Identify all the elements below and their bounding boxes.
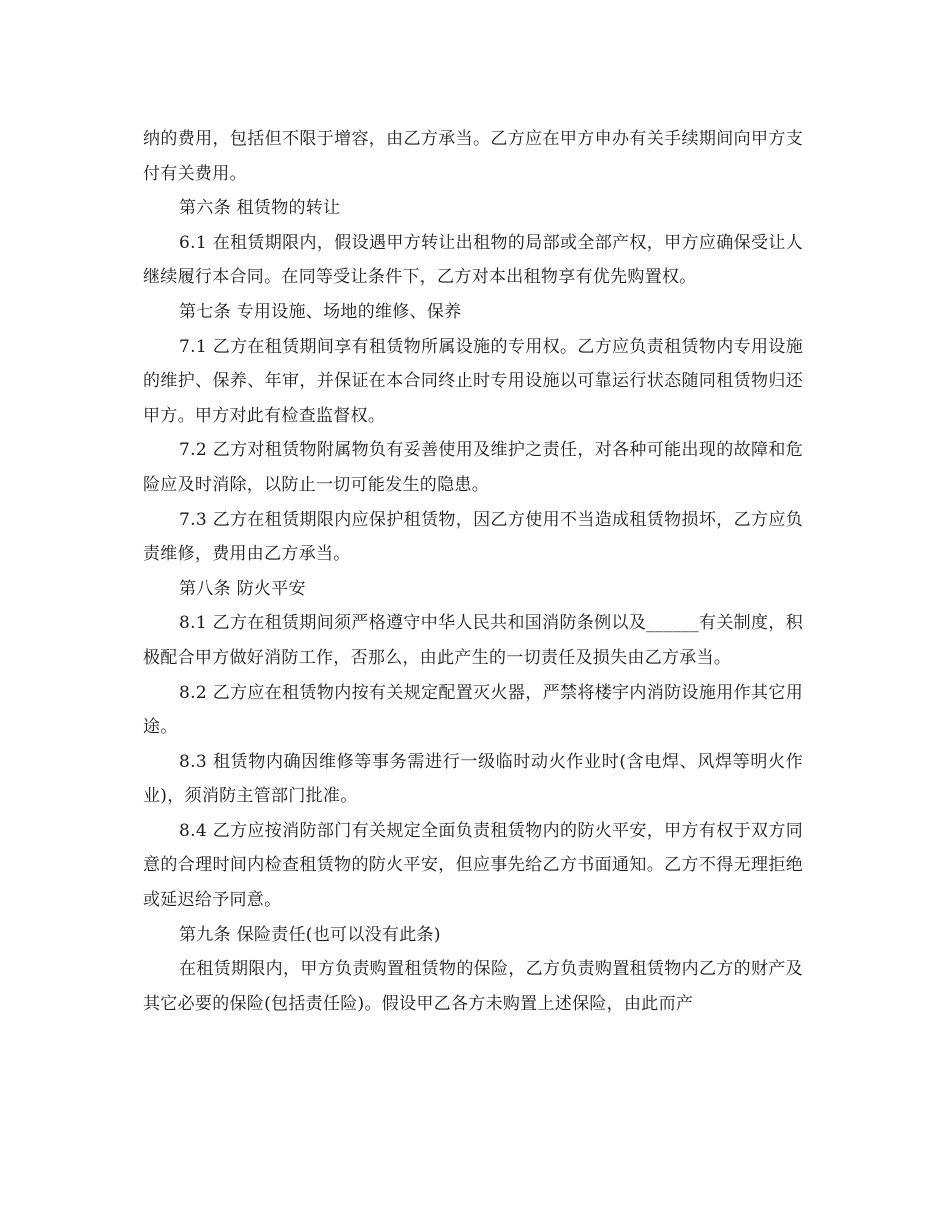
- clause-8-4: 8.4 乙方应按消防部门有关规定全面负责租赁物内的防火平安，甲方有权于双方同意的合理时间内检查租赁物的防火平安，但应事先给乙方书面通知。乙方不得无理拒绝或延迟给予同意。: [143, 820, 803, 911]
- clause-8-1: 8.1 乙方在租赁期间须严格遵守中华人民共和国消防条例以及______有关制度，积极配合甲方做好消防工作，否那么，由此产生的一切责任及损失由乙方承当。: [143, 613, 803, 668]
- article-9-heading: 第九条 保险责任(也可以没有此条): [179, 924, 441, 945]
- paragraph-fee-continuation: 纳的费用，包括但不限于增容，由乙方承当。乙方应在甲方申办有关手续期间向甲方支付有关费用。: [143, 129, 803, 184]
- clause-8-2: 8.2 乙方应在租赁物内按有关规定配置灭火器，严禁将楼宇内消防设施用作其它用途。: [143, 682, 803, 738]
- document-body: [143, 122, 803, 1021]
- article-8-heading: 第八条 防火平安: [179, 578, 306, 599]
- clause-7-2: 7.2 乙方对租赁物附属物负有妥善使用及维护之责任，对各种可能出现的故障和危险应及时消除，以防止一切可能发生的隐患。: [143, 440, 803, 495]
- article-7-heading: 第七条 专用设施、场地的维修、保养: [179, 301, 462, 322]
- clause-8-3: 8.3 租赁物内确因维修等事务需进行一级临时动火作业时(含电焊、风焊等明火作业)，须消防主管部门批准。: [143, 751, 803, 807]
- clause-7-3: 7.3 乙方在租赁期限内应保护租赁物，因乙方使用不当造成租赁物损坏，乙方应负责维修，费用由乙方承当。: [143, 509, 803, 565]
- clause-7-1: 7.1 乙方在租赁期间享有租赁物所属设施的专用权。乙方应负责租赁物内专用设施的维护、保养、年审，并保证在本合同终止时专用设施以可靠运行状态随同租赁物归还甲方。甲方对此有检查监督权。: [143, 336, 803, 426]
- article-6-heading: 第六条 租赁物的转让: [179, 198, 341, 219]
- clause-9-body: 在租赁期限内，甲方负责购置租赁物的保险，乙方负责购置租赁物内乙方的财产及其它必要的保险(包括责任险)。假设甲乙各方未购置上述保险，由此而产: [143, 959, 803, 1014]
- clause-6-1: 6.1 在租赁期限内，假设遇甲方转让出租物的局部或全部产权，甲方应确保受让人继续履行本合同。在同等受让条件下，乙方对本出租物享有优先购置权。: [143, 232, 803, 288]
